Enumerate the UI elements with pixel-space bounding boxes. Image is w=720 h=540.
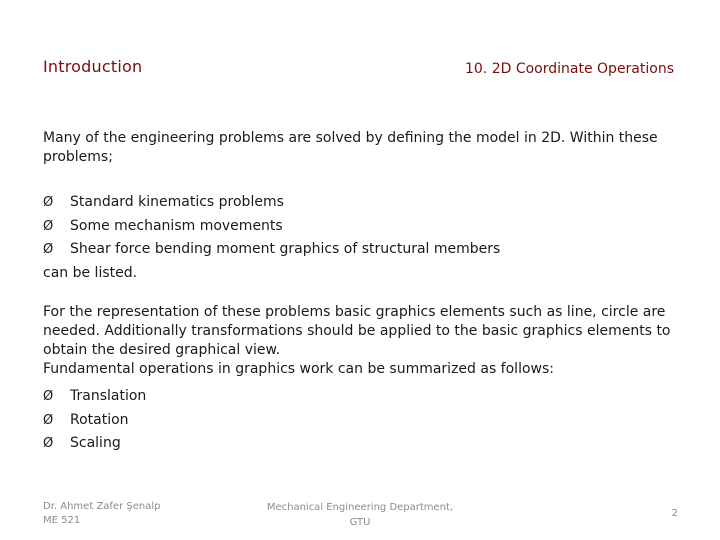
arrow-bullet-icon: Ø [43,195,54,210]
arrow-bullet-icon: Ø [43,436,54,451]
paragraph-line: For the representation of these problems basic graphics elements such as line, circle are [43,304,666,320]
list-item-text: Shear force bending moment graphics of structural members [70,241,501,257]
list-item-text: Scaling [70,435,121,451]
list-item [43,238,683,262]
page-number: 2 [671,508,678,519]
footer-author: Dr. Ahmet Zafer Şenalp [43,501,161,512]
footer-course: ME 521 [43,515,81,526]
arrow-bullet-icon: Ø [43,242,54,257]
arrow-bullet-icon: Ø [43,389,54,404]
list-item [43,215,683,239]
footer-department-block [260,500,460,530]
paragraph-line: obtain the desired graphical view. [43,342,281,358]
paragraph-line: Fundamental operations in graphics work can be summarized as follows: [43,361,554,377]
list-item [43,385,683,409]
list-item [43,409,683,433]
list-item [43,191,683,215]
intro-paragraph: Many of the engineering problems are solved by defining the model in 2D. Within these problems; [43,130,658,165]
list-item-text: Translation [70,388,147,404]
slide-title: 10. 2D Coordinate Operations [464,61,674,77]
footer-department: Mechanical Engineering Department, [266,502,454,513]
list-item-text: Rotation [70,411,129,428]
operations-list [43,385,683,456]
list-item-text: Standard kinematics problems [70,194,284,210]
arrow-bullet-icon: Ø [43,218,54,234]
list-tail-text: can be listed. [43,264,138,281]
paragraph-line: needed. Additionally transformations should be applied to the basic graphics elements to [43,323,671,339]
list-item [43,432,683,456]
arrow-bullet-icon: Ø [43,412,54,428]
problem-list [43,191,683,284]
footer-university: GTU [349,517,371,528]
list-item-text: Some mechanism movements [70,217,283,234]
section-label: Introduction [43,57,143,76]
representation-paragraph [43,303,683,379]
footer-author-block [43,500,160,528]
